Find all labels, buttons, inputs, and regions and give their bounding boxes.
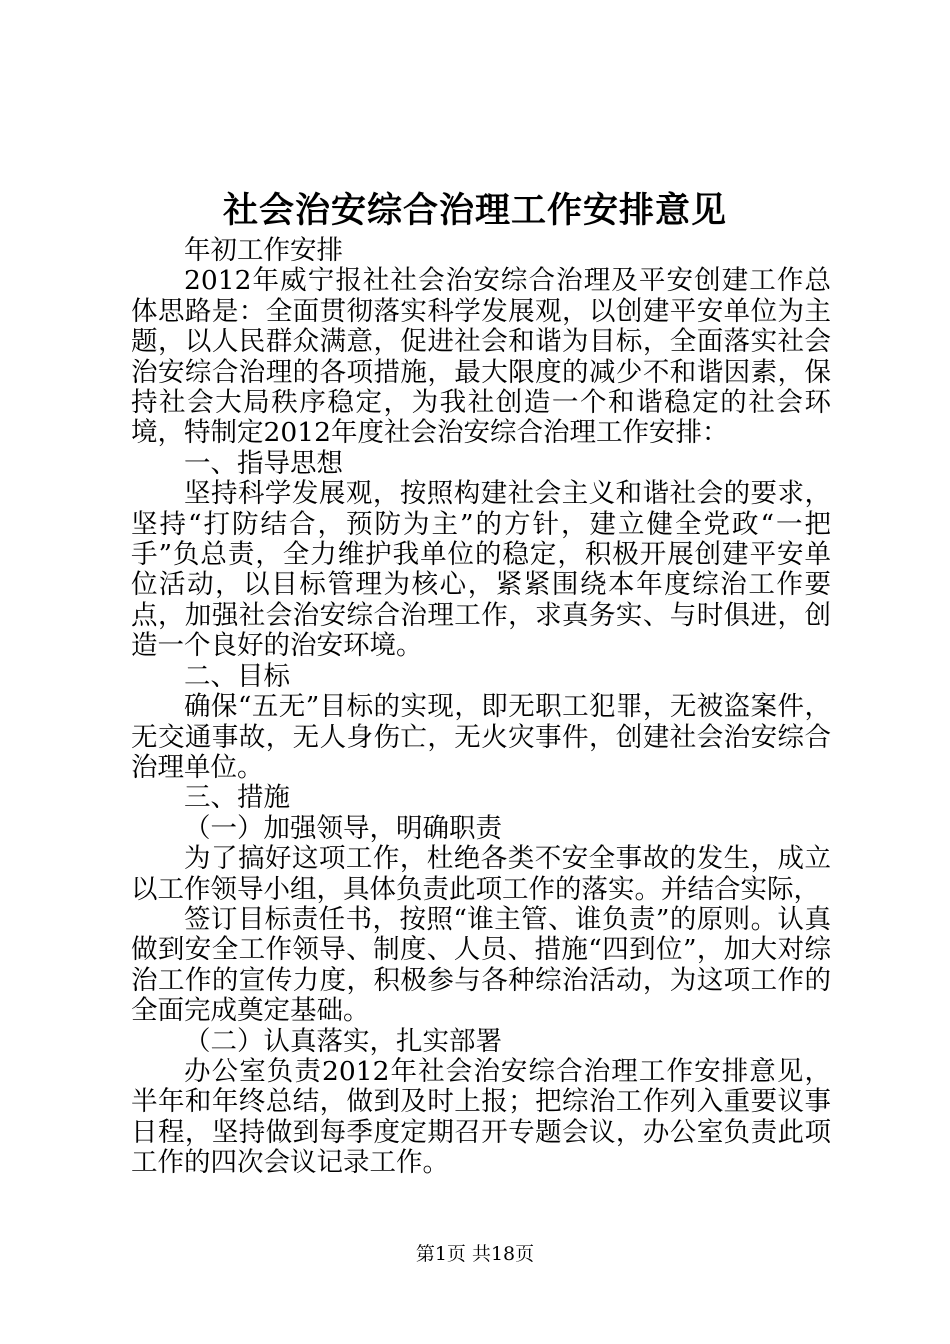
document-body (131, 236, 831, 1179)
section-heading-goals: 二、目标 (184, 660, 290, 692)
subsection-heading-leadership: （一）加强领导，明确职责 (184, 812, 502, 844)
paragraph-heading-early-year: 年初工作安排 (184, 235, 343, 266)
document-title: 社会治安综合治理工作安排意见 (222, 190, 727, 231)
page-number-footer: 第1页 共18页 (415, 1243, 535, 1265)
paragraph-leadership-group: 为了搞好这项工作，杜绝各类不安全事故的发生，成立以工作领导小组，具体负责此项工作的落实。并结合实际， (131, 843, 831, 905)
paragraph-guiding-ideology: 坚持科学发展观，按照构建社会主义和谐社会的要求，坚持“打防结合，预防为主”的方针，建立健全党政“一把手”负总责，全力维护我单位的稳定，积极开展创建平安单位活动，以目标管理为核心，紧紧围绕本年度综治工作要点，加强社会治安综合治理工作，求真务实、与时俱进，创造一个良好的治安环境。 (131, 478, 831, 662)
paragraph-goals: 确保“五无”目标的实现，即无职工犯罪，无被盗案件，无交通事故，无人身伤亡，无火灾事件，创建社会治安综合治理单位。 (131, 691, 831, 783)
subsection-heading-implementation: （二）认真落实，扎实部署 (184, 1025, 502, 1057)
paragraph-responsibility-letter: 签订目标责任书，按照“谁主管、谁负责”的原则。认真做到安全工作领导、制度、人员、措施“四到位”，加大对综治工作的宣传力度，积极参与各种综治活动，为这项工作的全面完成奠定基础。 (131, 903, 831, 1027)
section-heading-measures: 三、措施 (184, 782, 290, 814)
section-heading-guiding-ideology: 一、指导思想 (184, 447, 343, 479)
paragraph-office-duties: 办公室负责2012年社会治安综合治理工作安排意见，半年和年终总结，做到及时上报；把综治工作列入重要议事日程，坚持做到每季度定期召开专题会议，办公室负责此项工作的四次会议记录工作。 (131, 1055, 831, 1179)
paragraph-overall-approach: 2012年威宁报社社会治安综合治理及平安创建工作总体思路是：全面贯彻落实科学发展观，以创建平安单位为主题，以人民群众满意，促进社会和谐为目标，全面落实社会治安综合治理的各项措施，最大限度的减少不和谐因素，保持社会大局秩序稳定，为我社创造一个和谐稳定的社会环境，特制定2012年度社会治安综合治理工作安排： (131, 265, 831, 449)
